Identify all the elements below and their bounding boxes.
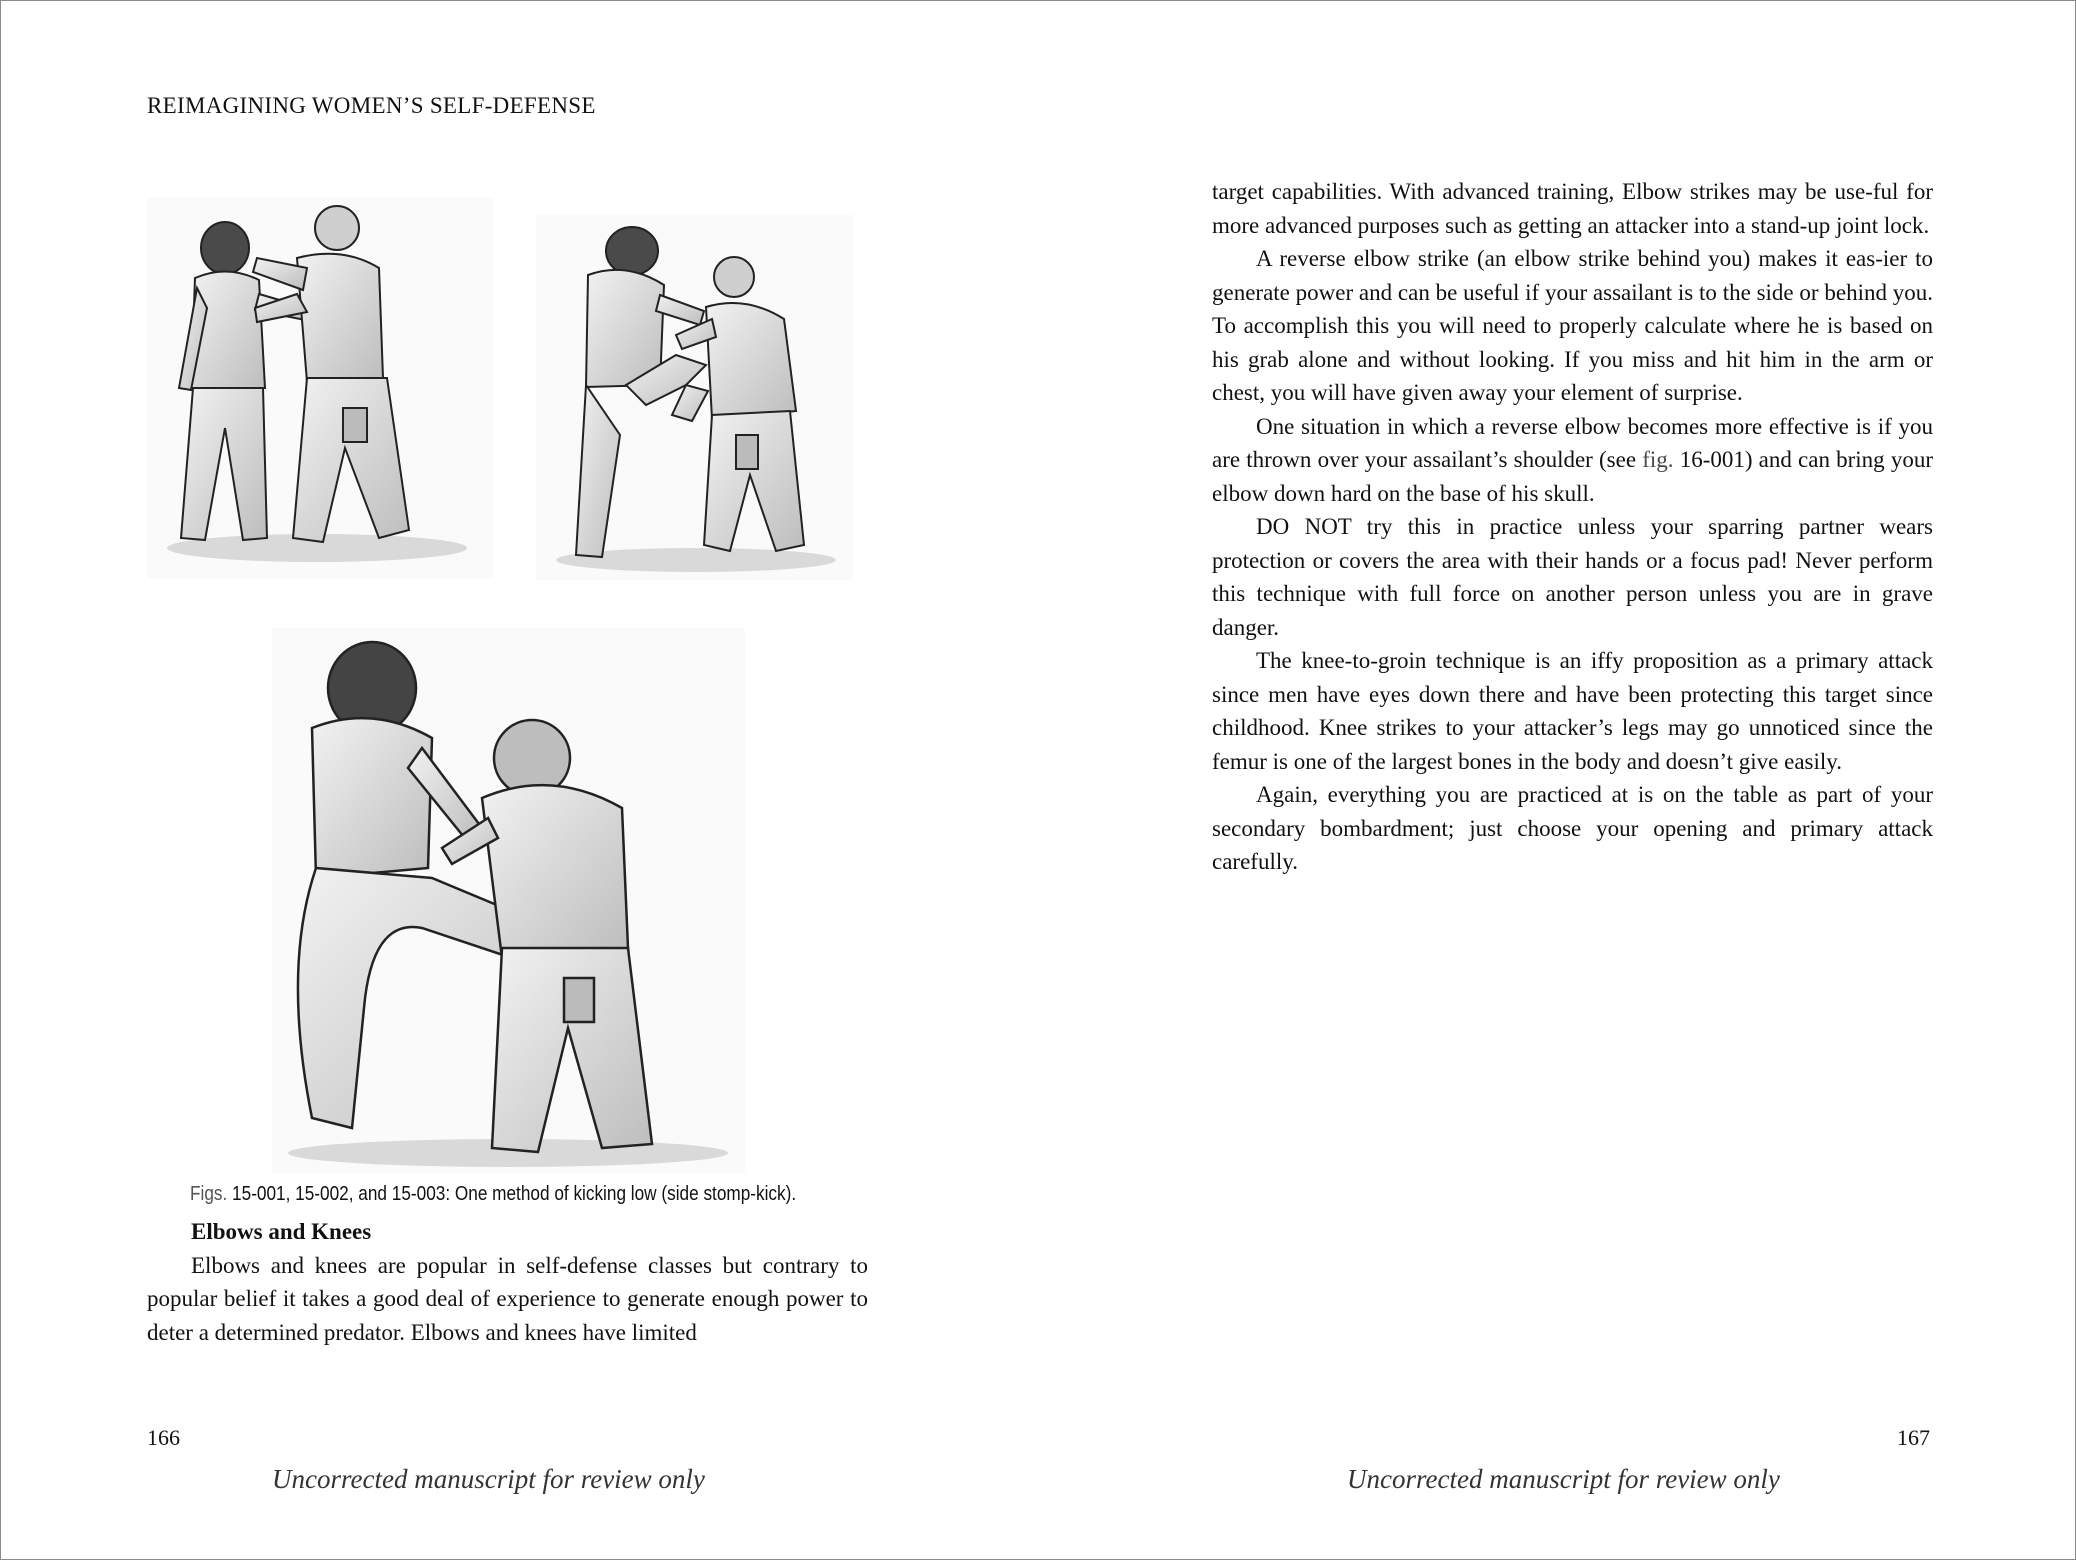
right-page-body xyxy=(1212,175,1933,879)
figure-caption xyxy=(190,1183,797,1206)
footer-left: Uncorrected manuscript for review only xyxy=(272,1464,705,1494)
paragraph-3-part-1: One situation in which a reverse elbow becomes more effective is if you are thrown over your assailant’s shoulder (see xyxy=(1212,413,1933,472)
paragraph-1: target capabilities. With advanced training, Elbow strikes may be use-ful for more advanced purposes such as getting an attacker into a stand-up joint lock. xyxy=(1212,179,1933,238)
section-heading: Elbows and Knees xyxy=(191,1219,372,1244)
page-number-right: 167 xyxy=(1897,1425,1930,1450)
left-page-body xyxy=(147,1215,868,1349)
paragraph-4: DO NOT try this in practice unless your sparring partner wears protection or covers the area with their hands or a focus pad! Never perform this technique with full force on another person unless you are in grave danger. xyxy=(1212,514,1933,640)
paragraph-6: Again, everything you are practiced at is on the table as part of your secondary bombardment; just choose your opening and primary attack carefully. xyxy=(1212,782,1933,874)
footer-right: Uncorrected manuscript for review only xyxy=(1347,1464,1780,1494)
running-head: REIMAGINING WOMEN’S SELF-DEFENSE xyxy=(147,93,596,118)
left-paragraph: Elbows and knees are popular in self-defense classes but contrary to popular belief it takes a good deal of experience to generate enough power to deter a determined predator. Elbows and knees have limited xyxy=(147,1252,868,1345)
page-number-left: 166 xyxy=(147,1425,180,1450)
figure-15-001 xyxy=(147,198,494,578)
paragraph-5: The knee-to-groin technique is an iffy proposition as a primary attack since men have eyes down there and have been protecting this target since childhood. Knee strikes to your attacker’s legs may go unnoticed since the femur is one of the largest bones in the body and doesn’t give easily. xyxy=(1212,648,1933,774)
woman-figure xyxy=(576,227,708,557)
paragraph-3 xyxy=(1212,410,1933,511)
caption-text: 15-001, 15-002, and 15-003: One method of kicking low (side stomp-kick). xyxy=(232,1183,797,1205)
figure-15-002 xyxy=(536,215,853,580)
paragraph-3-part-2: 16-001) and can bring your elbow down hard on the base of his skull. xyxy=(1212,447,1934,506)
figure-15-003 xyxy=(272,628,745,1173)
caption-label: Figs. xyxy=(190,1183,228,1205)
figure-reference-link[interactable]: fig. xyxy=(1642,447,1674,472)
man-figure xyxy=(253,206,409,542)
paragraph-2: A reverse elbow strike (an elbow strike behind you) makes it eas-ier to generate power and can be useful if your assailant is to the side or behind you. To accomplish this you will need to properly calculate where he is based on his grab alone and without looking. If you miss and hit him in the arm or chest, you will have given away your element of surprise. xyxy=(1212,246,1933,405)
